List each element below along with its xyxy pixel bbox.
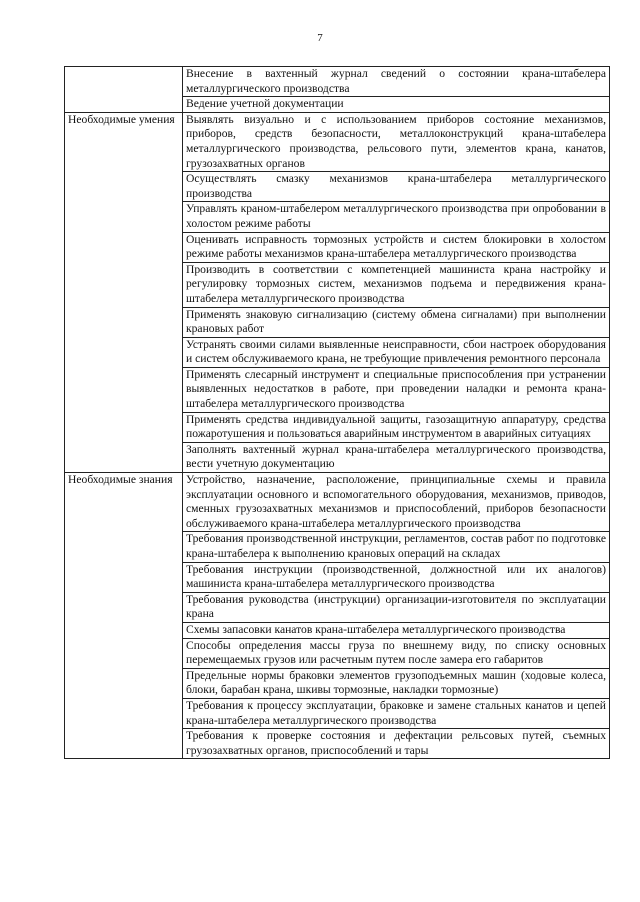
table-row [65, 473, 610, 532]
table-cell [183, 668, 610, 698]
cell-text: Применять средства индивидуальной защиты, газозащитную аппаратуру, средства пожаротушения и пользоваться аварийным инструментом в аварийных ситуациях [186, 412, 606, 441]
cell-text: Управлять краном-штабелером металлургического производства при опробовании в холостом режиме работы [186, 202, 606, 230]
section-label-skills: Необходимые умения [68, 112, 175, 126]
cell-text: Выявлять визуально и с использованием приборов состояние механизмов, приборов, средств безопасности, металлоконструкций крана-штабелера металлургического производства, рельсового пути, элементов крана, канатов, грузозахватных органов [186, 112, 606, 170]
table-cell [183, 622, 610, 638]
cell-text: Применять слесарный инструмент и специальные приспособления при устранении выявленных недостатков в работе, при проведении наладки и ремонта крана-штабелера металлургического производства [186, 367, 606, 411]
table-cell [183, 638, 610, 668]
cell-text: Заполнять вахтенный журнал крана-штабелера металлургического производства, вести учетную документацию [186, 442, 606, 471]
table-cell [183, 172, 610, 202]
section-label-cell [65, 112, 183, 472]
section-label-cell [65, 67, 183, 113]
table-cell [183, 67, 610, 97]
cell-text: Требования производственной инструкции, регламентов, состав работ по подготовке крана-штабелера к выполнению крановых операций на складах [186, 532, 606, 560]
table-cell [183, 367, 610, 412]
table-cell [183, 337, 610, 367]
cell-text: Оценивать исправность тормозных устройств и систем блокировки в холостом режиме работы механизмов крана-штабелера металлургического производства [186, 232, 606, 261]
table-cell [183, 202, 610, 232]
cell-text: Требования к процессу эксплуатации, браковке и замене стальных канатов и цепей крана-штабелера металлургического производства [186, 698, 606, 727]
cell-text: Схемы запасовки канатов крана-штабелера металлургического производства [186, 622, 566, 636]
requirements-table [64, 66, 610, 759]
cell-text: Производить в соответствии с компетенцией машиниста крана настройку и регулировку тормозных систем, механизмов подъема и передвижения крана-штабелера металлургического производства [186, 262, 606, 305]
cell-text: Требования инструкции (производственной, должностной или их аналогов) машиниста крана-штабелера металлургического производства [186, 562, 606, 591]
cell-text: Предельные нормы браковки элементов грузоподъемных машин (ходовые колеса, блоки, барабан крана, шкивы тормозные, накладки тормозные) [186, 668, 606, 697]
table-cell [183, 532, 610, 562]
table-cell [183, 112, 610, 171]
cell-text: Требования к проверке состояния и дефектации рельсовых путей, съемных грузозахватных органов, приспособлений и тары [186, 729, 606, 757]
table-row [65, 112, 610, 171]
cell-text: Устранять своими силами выявленные неисправности, сбои настроек оборудования и систем обслуживаемого крана, не требующие привлечения ремонтного персонала [186, 337, 606, 366]
cell-text: Применять знаковую сигнализацию (систему обмена сигналами) при выполнении крановых работ [186, 307, 606, 336]
cell-text: Способы определения массы груза по внешнему виду, по списку основных перемещаемых грузов или расчетным путем после замера его габаритов [186, 638, 606, 667]
table-cell [183, 412, 610, 442]
table-cell [183, 729, 610, 759]
cell-text: Требования руководства (инструкции) организации-изготовителя по эксплуатации крана [186, 592, 606, 621]
page-number: 7 [317, 32, 323, 44]
table-cell [183, 232, 610, 262]
cell-text: Внесение в вахтенный журнал сведений о состоянии крана-штабелера металлургического производства [186, 67, 606, 95]
table-cell [183, 698, 610, 728]
table-cell [183, 307, 610, 337]
cell-text: Осуществлять смазку механизмов крана-штабелера металлургического производства [186, 172, 606, 200]
table-cell [183, 97, 610, 113]
table-row [65, 67, 610, 97]
table-cell [183, 592, 610, 622]
section-label-cell [65, 473, 183, 759]
table-cell [183, 473, 610, 532]
section-label-knowledge: Необходимые знания [68, 473, 173, 487]
cell-text: Устройство, назначение, расположение, принципиальные схемы и правила эксплуатации основного и вспомогательного оборудования, механизмов, приводов, сменных грузозахватных механизмов и приспособлений, приборов безопасности обслуживаемого крана-штабелера металлургического производства [186, 473, 606, 530]
cell-text: Ведение учетной документации [186, 97, 344, 111]
table-cell [183, 562, 610, 592]
table-cell [183, 262, 610, 307]
table-cell [183, 442, 610, 472]
